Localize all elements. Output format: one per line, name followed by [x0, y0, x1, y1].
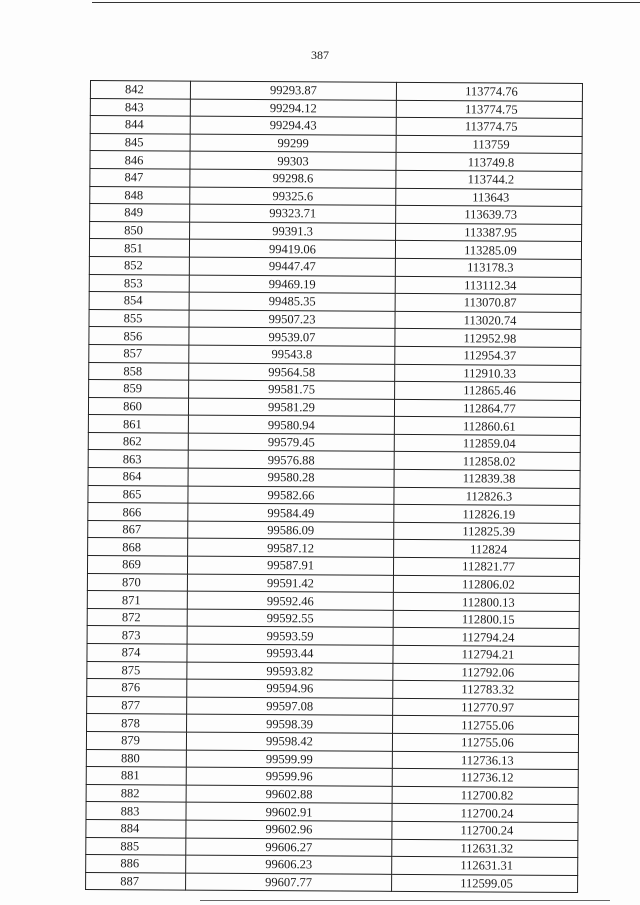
point-number-cell: 863	[88, 450, 188, 468]
point-number-cell: 854	[89, 292, 189, 310]
x-coordinate-cell: 99325.6	[190, 187, 396, 206]
x-coordinate-cell: 99294.43	[190, 116, 396, 135]
y-coordinate-cell: 113774.75	[396, 118, 582, 137]
x-coordinate-cell: 99543.8	[189, 345, 395, 364]
point-number-cell: 848	[90, 186, 190, 204]
x-coordinate-cell: 99581.75	[189, 380, 395, 399]
y-coordinate-cell: 112800.15	[393, 610, 579, 629]
y-coordinate-cell: 112821.77	[393, 557, 579, 576]
y-coordinate-cell: 112631.31	[392, 856, 578, 875]
y-coordinate-cell: 112700.24	[392, 804, 578, 823]
x-coordinate-cell: 99606.27	[186, 838, 392, 857]
point-number-cell: 868	[88, 538, 188, 556]
y-coordinate-cell: 112954.37	[395, 346, 581, 365]
point-number-cell: 846	[90, 151, 190, 169]
y-coordinate-cell: 113178.3	[395, 258, 581, 277]
x-coordinate-cell: 99579.45	[188, 433, 394, 452]
x-coordinate-cell: 99299	[190, 134, 396, 153]
x-coordinate-cell: 99294.12	[190, 99, 396, 118]
x-coordinate-cell: 99602.91	[186, 802, 392, 821]
point-number-cell: 875	[87, 661, 187, 679]
y-coordinate-cell: 112755.06	[393, 716, 579, 735]
point-number-cell: 844	[90, 116, 190, 134]
point-number-cell: 856	[89, 327, 189, 345]
top-border-line	[92, 2, 640, 3]
point-number-cell: 872	[87, 608, 187, 626]
y-coordinate-cell: 112783.32	[393, 681, 579, 700]
x-coordinate-cell: 99580.28	[188, 468, 394, 487]
point-number-cell: 886	[86, 855, 186, 873]
y-coordinate-cell: 112858.02	[394, 452, 580, 471]
y-coordinate-cell: 113744.2	[396, 170, 582, 189]
bottom-border-line	[200, 900, 610, 901]
y-coordinate-cell: 112800.13	[393, 593, 579, 612]
y-coordinate-cell: 112700.24	[392, 821, 578, 840]
point-number-cell: 881	[86, 767, 186, 785]
y-coordinate-cell: 112770.97	[393, 698, 579, 717]
x-coordinate-cell: 99607.77	[186, 873, 392, 892]
x-coordinate-cell: 99593.59	[187, 627, 393, 646]
y-coordinate-cell: 112865.46	[395, 381, 581, 400]
point-number-cell: 860	[88, 397, 188, 415]
y-coordinate-cell: 112910.33	[395, 364, 581, 383]
point-number-cell: 876	[87, 679, 187, 697]
page-number: 387	[311, 48, 329, 62]
x-coordinate-cell: 99469.19	[189, 275, 395, 294]
x-coordinate-cell: 99593.44	[187, 644, 393, 663]
y-coordinate-cell: 112736.12	[392, 769, 578, 788]
x-coordinate-cell: 99586.09	[188, 521, 394, 540]
y-coordinate-cell: 112839.38	[394, 469, 580, 488]
y-coordinate-cell: 112826.19	[394, 505, 580, 524]
x-coordinate-cell: 99602.88	[186, 785, 392, 804]
y-coordinate-cell: 112794.24	[393, 628, 579, 647]
y-coordinate-cell: 112824	[394, 540, 580, 559]
y-coordinate-cell: 113639.73	[396, 206, 582, 225]
point-number-cell: 857	[89, 344, 189, 362]
point-number-cell: 880	[86, 749, 186, 767]
point-number-cell: 864	[88, 468, 188, 486]
x-coordinate-cell: 99587.91	[187, 556, 393, 575]
x-coordinate-cell: 99582.66	[188, 486, 394, 505]
x-coordinate-cell: 99303	[190, 151, 396, 170]
x-coordinate-cell: 99602.96	[186, 820, 392, 839]
x-coordinate-cell: 99580.94	[188, 415, 394, 434]
table-row	[86, 872, 578, 893]
y-coordinate-cell: 112631.32	[392, 839, 578, 858]
y-coordinate-cell: 112755.06	[392, 733, 578, 752]
y-coordinate-cell: 113774.76	[396, 82, 582, 101]
y-coordinate-cell: 112736.13	[392, 751, 578, 770]
x-coordinate-cell: 99587.12	[188, 539, 394, 558]
point-number-cell: 850	[90, 221, 190, 239]
y-coordinate-cell: 112599.05	[392, 874, 578, 893]
point-number-cell: 862	[88, 432, 188, 450]
point-number-cell: 858	[89, 362, 189, 380]
y-coordinate-cell: 113387.95	[396, 223, 582, 242]
x-coordinate-cell: 99323.71	[190, 204, 396, 223]
point-number-cell: 874	[87, 643, 187, 661]
y-coordinate-cell: 112794.21	[393, 645, 579, 664]
point-number-cell: 883	[86, 802, 186, 820]
point-number-cell: 865	[88, 485, 188, 503]
point-number-cell: 851	[89, 239, 189, 257]
x-coordinate-cell: 99293.87	[190, 81, 396, 100]
y-coordinate-cell: 112825.39	[394, 522, 580, 541]
y-coordinate-cell: 113749.8	[396, 153, 582, 172]
y-coordinate-cell: 112806.02	[393, 575, 579, 594]
x-coordinate-cell: 99485.35	[189, 292, 395, 311]
point-number-cell: 859	[89, 380, 189, 398]
point-number-cell: 853	[89, 274, 189, 292]
x-coordinate-cell: 99419.06	[189, 239, 395, 258]
x-coordinate-cell: 99507.23	[189, 310, 395, 329]
point-number-cell: 843	[90, 98, 190, 116]
y-coordinate-cell: 112700.82	[392, 786, 578, 805]
point-number-cell: 866	[88, 503, 188, 521]
x-coordinate-cell: 99591.42	[187, 574, 393, 593]
x-coordinate-cell: 99593.82	[187, 662, 393, 681]
point-number-cell: 884	[86, 819, 186, 837]
x-coordinate-cell: 99599.96	[186, 767, 392, 786]
point-number-cell: 882	[86, 784, 186, 802]
x-coordinate-cell: 99447.47	[189, 257, 395, 276]
y-coordinate-cell: 113643	[396, 188, 582, 207]
x-coordinate-cell: 99594.96	[187, 679, 393, 698]
x-coordinate-cell: 99592.55	[187, 609, 393, 628]
y-coordinate-cell: 113774.75	[396, 100, 582, 119]
y-coordinate-cell: 113020.74	[395, 311, 581, 330]
point-number-cell: 871	[87, 591, 187, 609]
point-number-cell: 879	[86, 731, 186, 749]
y-coordinate-cell: 113112.34	[395, 276, 581, 295]
coordinates-table-body	[86, 81, 583, 893]
y-coordinate-cell: 112826.3	[394, 487, 580, 506]
x-coordinate-cell: 99598.39	[187, 714, 393, 733]
point-number-cell: 855	[89, 309, 189, 327]
y-coordinate-cell: 112864.77	[394, 399, 580, 418]
point-number-cell: 869	[87, 556, 187, 574]
point-number-cell: 861	[88, 415, 188, 433]
y-coordinate-cell: 112859.04	[394, 434, 580, 453]
coordinates-table	[85, 80, 583, 893]
x-coordinate-cell: 99539.07	[189, 327, 395, 346]
x-coordinate-cell: 99391.3	[190, 222, 396, 241]
y-coordinate-cell: 113070.87	[395, 293, 581, 312]
point-number-cell: 873	[87, 626, 187, 644]
point-number-cell: 885	[86, 837, 186, 855]
x-coordinate-cell: 99592.46	[187, 591, 393, 610]
x-coordinate-cell: 99598.42	[186, 732, 392, 751]
x-coordinate-cell: 99597.08	[187, 697, 393, 716]
point-number-cell: 887	[86, 872, 186, 890]
point-number-cell: 852	[89, 256, 189, 274]
y-coordinate-cell: 113759	[396, 135, 582, 154]
y-coordinate-cell: 112792.06	[393, 663, 579, 682]
x-coordinate-cell: 99599.99	[186, 750, 392, 769]
point-number-cell: 867	[88, 520, 188, 538]
x-coordinate-cell: 99581.29	[188, 398, 394, 417]
x-coordinate-cell: 99584.49	[188, 503, 394, 522]
y-coordinate-cell: 113285.09	[395, 241, 581, 260]
x-coordinate-cell: 99576.88	[188, 451, 394, 470]
y-coordinate-cell: 112952.98	[395, 329, 581, 348]
point-number-cell: 842	[90, 81, 190, 99]
point-number-cell: 849	[90, 204, 190, 222]
x-coordinate-cell: 99606.23	[186, 855, 392, 874]
point-number-cell: 878	[87, 714, 187, 732]
point-number-cell: 845	[90, 133, 190, 151]
x-coordinate-cell: 99298.6	[190, 169, 396, 188]
point-number-cell: 877	[87, 696, 187, 714]
x-coordinate-cell: 99564.58	[189, 363, 395, 382]
point-number-cell: 847	[90, 168, 190, 186]
y-coordinate-cell: 112860.61	[394, 417, 580, 436]
point-number-cell: 870	[87, 573, 187, 591]
